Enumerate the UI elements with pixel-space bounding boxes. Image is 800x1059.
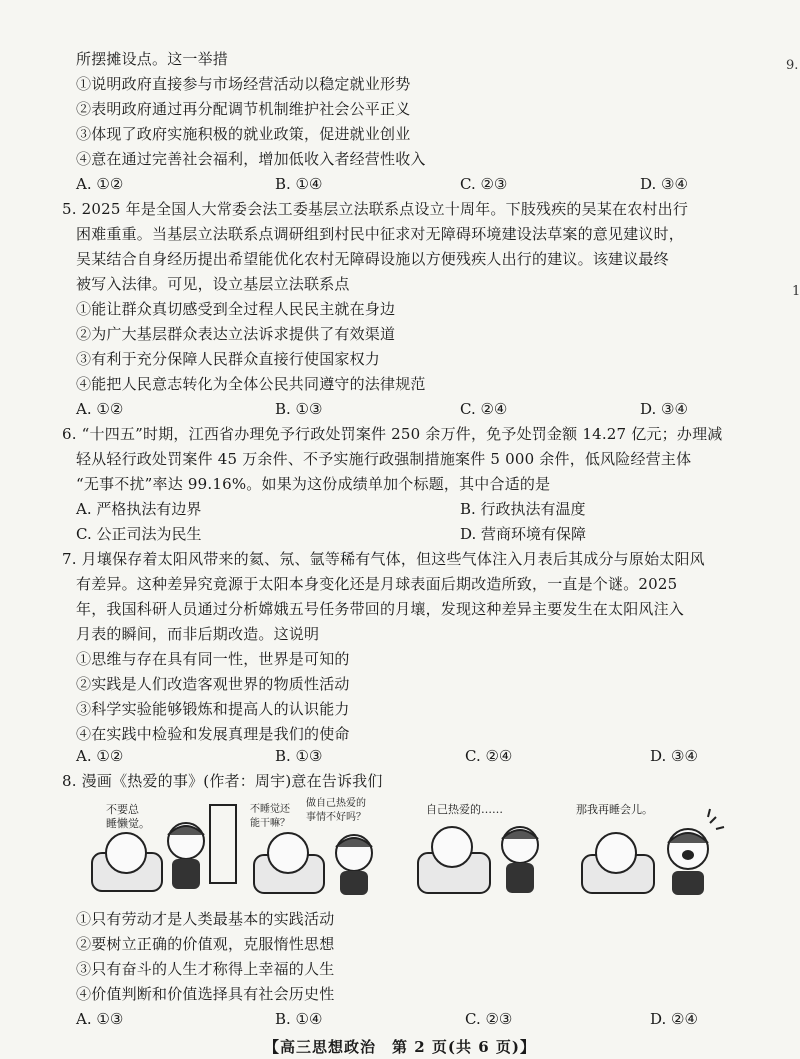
- q8-item-3: ③只有奋斗的人生才称得上幸福的人生: [76, 960, 335, 978]
- q8-option-d: D. ②④: [650, 1010, 698, 1028]
- q6-option-b: B. 行政执法有温度: [460, 500, 586, 518]
- q5-option-b: B. ①③: [275, 400, 323, 418]
- q7-stem-line: 7. 月壤保存着太阳风带来的氦、氖、氩等稀有气体，但这些气体注入月表后其成分与原始太阳风: [62, 550, 705, 568]
- q6-option-c: C. 公正司法为民生: [76, 525, 202, 543]
- q4-item-4: ④意在通过完善社会福利，增加低收入者经营性收入: [76, 150, 426, 168]
- comic-panel-1: [90, 795, 240, 905]
- q5-item-3: ③有利于充分保障人民群众直接行使国家权力: [76, 350, 381, 368]
- q7-item-4: ④在实践中检验和发展真理是我们的使命: [76, 725, 350, 743]
- comic-bubble-5: 那我再睡会儿。: [576, 803, 653, 816]
- q6-stem-line: 6. “十四五”时期，江西省办理免予行政处罚案件 250 余万件，免予处罚金额 14.27 亿元；办理减: [62, 425, 723, 443]
- q4-item-1: ①说明政府直接参与市场经营活动以稳定就业形势: [76, 75, 411, 93]
- q4-option-d: D. ③④: [640, 175, 688, 193]
- q4-item-2: ②表明政府通过再分配调节机制维护社会公平正义: [76, 100, 411, 118]
- q4-option-c: C. ②③: [460, 175, 508, 193]
- q6-stem-line: “无事不扰”率达 99.16%。如果为这份成绩单加个标题，其中合适的是: [76, 475, 551, 493]
- q7-option-c: C. ②④: [465, 747, 513, 765]
- comic-panel-3: [408, 795, 563, 905]
- comic-bubble-2: 不睡觉还 能干嘛？: [250, 804, 290, 829]
- q7-stem-line: 年，我国科研人员通过分析嫦娥五号任务带回的月壤，发现这种差异主要发生在太阳风注入: [76, 600, 685, 618]
- q5-item-1: ①能让群众真切感受到全过程人民民主就在身边: [76, 300, 396, 318]
- q5-stem-line: 吴某结合自身经历提出希望能优化农村无障碍设施以方便残疾人出行的建议。该建议最终: [76, 250, 669, 268]
- q7-stem-line: 有差异。这种差异究竟源于太阳本身变化还是月球表面后期改造所致，一直是个谜。2025: [76, 575, 678, 593]
- q5-stem-line: 被写入法律。可见，设立基层立法联系点: [76, 275, 350, 293]
- q7-item-1: ①思维与存在具有同一性，世界是可知的: [76, 650, 350, 668]
- q8-option-a: A. ①③: [76, 1010, 124, 1028]
- q5-option-a: A. ①②: [76, 400, 124, 418]
- q4-option-b: B. ①④: [275, 175, 323, 193]
- q5-stem-line: 5. 2025 年是全国人大常委会法工委基层立法联系点设立十周年。下肢残疾的吴某在农村出行: [62, 200, 689, 218]
- comic-bubble-1: 不要总 睡懒觉。: [106, 803, 150, 830]
- q8-option-b: B. ①④: [275, 1010, 323, 1028]
- q6-stem-line: 轻从轻行政处罚案件 45 万余件、不予实施行政强制措施案件 5 000 余件，低风险经营主体: [76, 450, 692, 468]
- q7-option-a: A. ①②: [76, 747, 124, 765]
- comic-panel-2: [248, 795, 398, 905]
- comic-bubble-4: 自己热爱的……: [426, 803, 503, 816]
- q5-option-d: D. ③④: [640, 400, 688, 418]
- q4-stem-tail: 所摆摊设点。这一举措: [76, 50, 229, 68]
- q7-option-d: D. ③④: [650, 747, 698, 765]
- q7-option-b: B. ①③: [275, 747, 323, 765]
- q6-option-d: D. 营商环境有保障: [460, 525, 587, 543]
- q7-stem-line: 月表的瞬间，而非后期改造。这说明: [76, 625, 320, 643]
- q8-option-c: C. ②③: [465, 1010, 513, 1028]
- comic-bubble-3: 做自己热爱的 事情不好吗？: [306, 798, 366, 823]
- edge-mark-top: 9.: [786, 58, 799, 73]
- q5-item-2: ②为广大基层群众表达立法诉求提供了有效渠道: [76, 325, 396, 343]
- q7-item-2: ②实践是人们改造客观世界的物质性活动: [76, 675, 350, 693]
- q5-option-c: C. ②④: [460, 400, 508, 418]
- comic-strip: [90, 795, 730, 905]
- q8-item-1: ①只有劳动才是人类最基本的实践活动: [76, 910, 335, 928]
- q7-item-3: ③科学实验能够锻炼和提高人的认识能力: [76, 700, 350, 718]
- q4-option-a: A. ①②: [76, 175, 124, 193]
- q6-option-a: A. 严格执法有边界: [76, 500, 202, 518]
- edge-mark-middle: 1: [792, 284, 800, 299]
- q8-stem: 8. 漫画《热爱的事》(作者：周宇)意在告诉我们: [62, 772, 383, 790]
- q5-stem-line: 困难重重。当基层立法联系点调研组到村民中征求对无障碍环境建设法草案的意见建议时，: [76, 225, 685, 243]
- page-footer: 【高三思想政治 第 2 页(共 6 页)】: [264, 1038, 536, 1056]
- q8-item-2: ②要树立正确的价值观，克服惰性思想: [76, 935, 335, 953]
- comic-panel-4: [570, 795, 730, 905]
- q8-item-4: ④价值判断和价值选择具有社会历史性: [76, 985, 335, 1003]
- q5-item-4: ④能把人民意志转化为全体公民共同遵守的法律规范: [76, 375, 426, 393]
- q4-item-3: ③体现了政府实施积极的就业政策，促进就业创业: [76, 125, 411, 143]
